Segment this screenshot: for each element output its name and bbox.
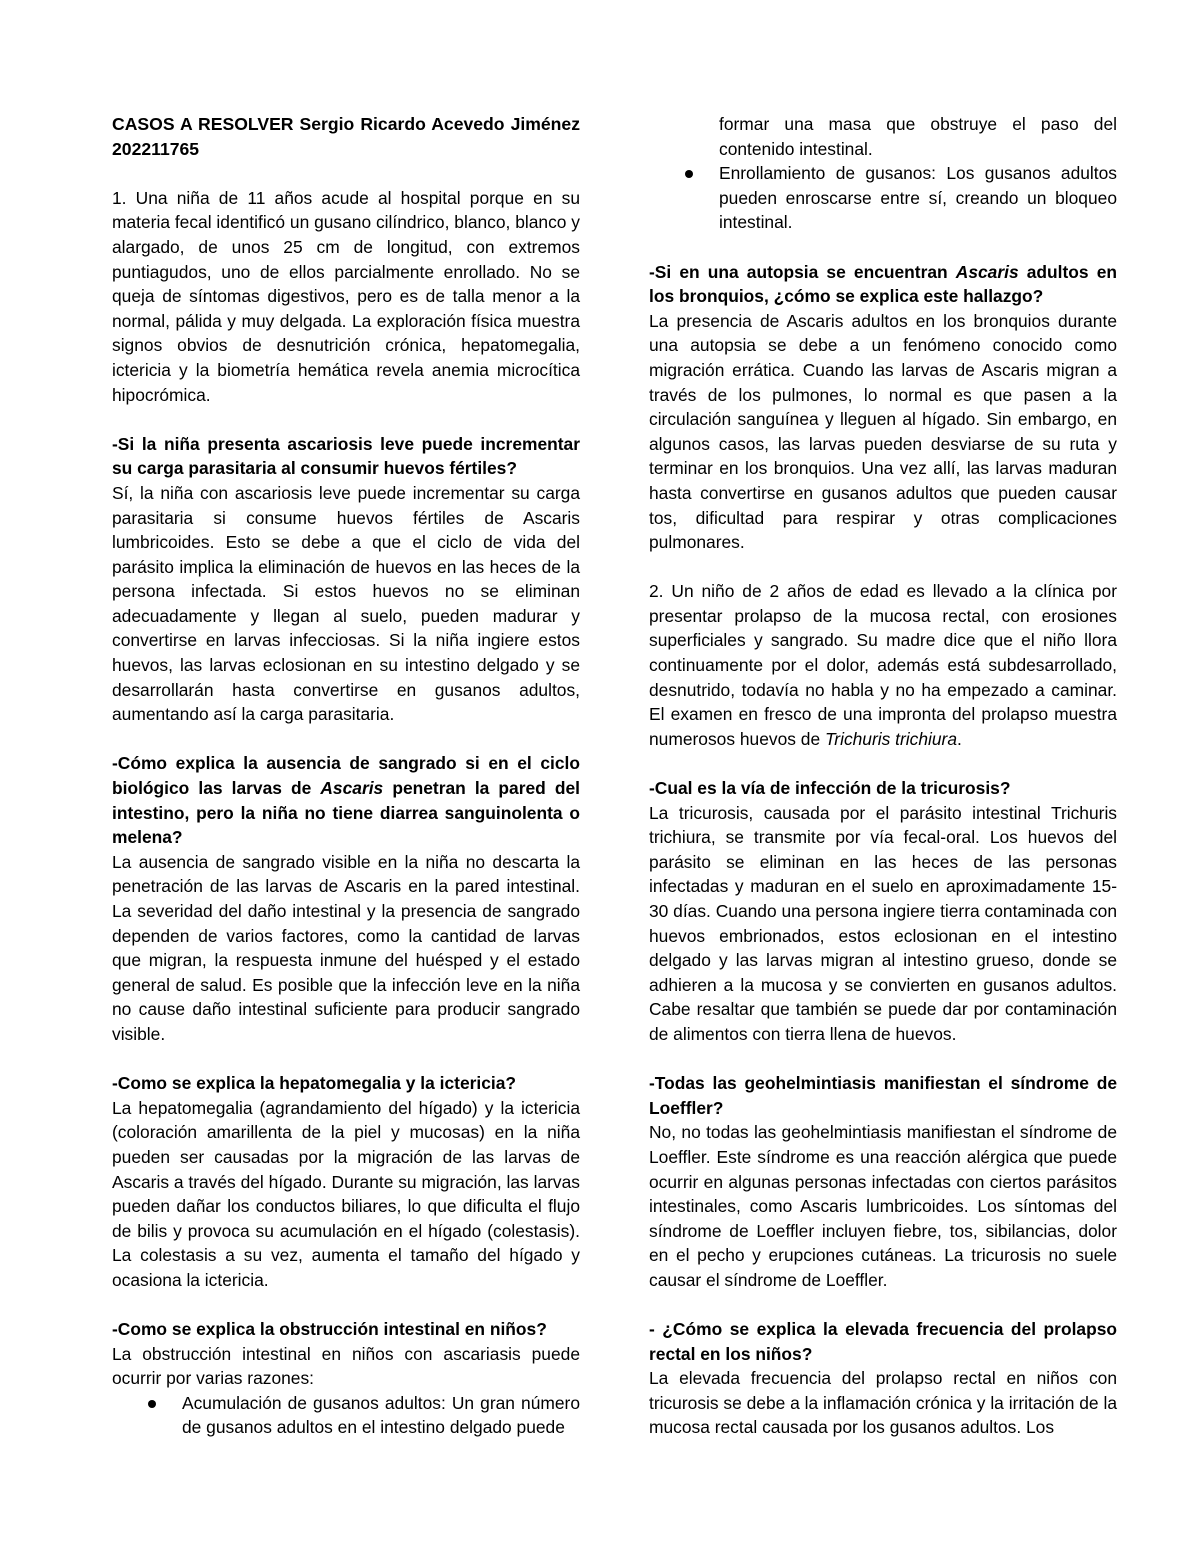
answer-1: Sí, la niña con ascariosis leve puede incrementar su carga parasitaria si consume huevos fértiles de Ascaris lumbricoides. Esto se debe a que el ciclo de vida del parásito implica la eliminación de huevos en las heces de la persona infectada. Si estos huevos no se eliminan adecuadamente y llegan al suelo, pueden madurar y convertirse en larvas infecciosas. Si la niña ingiere estos huevos, las larvas eclosionan en su intestino delgado y se desarrollarán hasta convertirse en gusanos adultos, aumentando así la carga parasitaria.: [112, 482, 580, 725]
answer-6: La tricurosis, causada por el parásito intestinal Trichuris trichiura, se transmite por vía fecal-oral. Los huevos del parásito se eliminan en las heces de las personas infectadas y maduran en el suelo en aproximadamente 15-30 días. Cuando una persona ingiere tierra contaminada con huevos embrionados, estos eclosionan en el intestino delgado y las larvas migran al intestino grueso, donde se adhieren a la mucosa y se convierten en gusanos adultos. Cabe resaltar que también se puede dar por contaminación de alimentos con tierra llena de huevos.: [649, 802, 1117, 1044]
case-2-description: 2. Un niño de 2 años de edad es llevado a la clínica por presentar prolapso de la mucosa rectal, con erosiones superficiales y sangrado. Su madre dice que el niño llora continuamente por el dolor, además está subdesarrollado, desnutrido, todavía no habla y no ha empezado a caminar. El examen en fresco de una impronta del prolapso muestra numerosos huevos de Trichuris trichiura.: [649, 581, 1117, 749]
answer-7: No, no todas las geohelmintiasis manifiestan el síndrome de Loeffler. Este síndrome es una reacción alérgica que puede ocurrir en algunas personas infectadas con ciertos parásitos intestinales, como Ascaris lumbricoides. Los síntomas del síndrome de Loeffler incluyen fiebre, tos, sibilancias, dolor en el pecho y erupciones cutáneas. La tricurosis no suele causar el síndrome de Loeffler.: [649, 1122, 1117, 1290]
left-column: [112, 112, 580, 1440]
case-1-description: 1. Una niña de 11 años acude al hospital porque en su materia fecal identificó un gusano cilíndrico, blanco, blanco y alargado, de unos 25 cm de longitud, con extremos puntiagudos, uno de ellos parcialmente enrollado. No se queja de síntomas digestivos, pero es de talla menor a la normal, pálida y muy delgada. La exploración física muestra signos obvios de desnutrición crónica, hepatomegalia, ictericia y la biometría hemática revela anemia microcítica hipocrómica.: [112, 187, 580, 405]
obstruction-causes-list-continued: [649, 112, 1117, 235]
answer-3: La hepatomegalia (agrandamiento del hígado) y la ictericia (coloración amarillenta de la piel y mucosas) en la niña pueden ser causadas por la migración de las larvas de Ascaris a través del hígado. Durante su migración, las larvas pueden dañar los conductos biliares, lo que dificulta el flujo de bilis y provoca su acumulación en el hígado (colestasis). La colestasis a su vez, aumenta el tamaño del hígado y ocasiona la ictericia.: [112, 1097, 580, 1290]
answer-5: La presencia de Ascaris adultos en los bronquios durante una autopsia se debe a un fenómeno conocido como migración errática. Cuando las larvas de Ascaris migran a través de los pulmones, lo normal es que pasen a la circulación sanguínea y lleguen al hígado. Sin embargo, en algunos casos, las larvas pueden desviarse de su ruta y terminar en los bronquios. Una vez allí, las larvas maduran hasta convertirse en gusanos adultos que pueden causar tos, dificultad para respirar y otras complicaciones pulmonares.: [649, 310, 1117, 553]
question-1: -Si la niña presenta ascariosis leve puede incrementar su carga parasitaria al consumir huevos fértiles?: [112, 433, 580, 479]
italic-term: Ascaris: [955, 261, 1019, 282]
list-item: Acumulación de gusanos adultos: Un gran número de gusanos adultos en el intestino delgado puede: [112, 1391, 580, 1440]
answer-8: La elevada frecuencia del prolapso rectal en niños con tricurosis se debe a la inflamación crónica y la irritación de la mucosa rectal causada por los gusanos adultos. Los: [649, 1368, 1117, 1438]
right-column: [649, 112, 1117, 1440]
list-item-continued: formar una masa que obstruye el paso del contenido intestinal.: [719, 114, 1117, 159]
question-6: -Cual es la vía de infección de la tricurosis?: [649, 778, 1011, 799]
question-2: -Cómo explica la ausencia de sangrado si en el ciclo biológico las larvas de Ascaris penetran la pared del intestino, pero la niña no tiene diarrea sanguinolenta o melena?: [112, 753, 580, 848]
question-4: -Como se explica la obstrucción intestinal en niños?: [112, 1319, 547, 1340]
answer-2: La ausencia de sangrado visible en la niña no descarta la penetración de las larvas de Ascaris en la pared intestinal. La severidad del daño intestinal y la presencia de sangrado dependen de varios factores, como la cantidad de larvas que migran, la respuesta inmune del huésped y el estado general de salud. Es posible que la infección leve en la niña no cause daño intestinal suficiente para producir sangrado visible.: [112, 851, 580, 1044]
question-7: -Todas las geohelmintiasis manifiestan el síndrome de Loeffler?: [649, 1073, 1117, 1118]
italic-term: Trichuris trichiura: [824, 728, 958, 749]
answer-4: La obstrucción intestinal en niños con ascariasis puede ocurrir por varias razones:: [112, 1343, 580, 1389]
question-8: - ¿Cómo se explica la elevada frecuencia del prolapso rectal en los niños?: [649, 1319, 1117, 1364]
question-3: -Como se explica la hepatomegalia y la ictericia?: [112, 1073, 517, 1094]
obstruction-causes-list: [112, 1391, 580, 1440]
italic-term: Ascaris: [320, 778, 384, 799]
list-item: Enrollamiento de gusanos: Los gusanos adultos pueden enroscarse entre sí, creando un bloqueo intestinal.: [649, 161, 1117, 235]
document-title: CASOS A RESOLVER Sergio Ricardo Acevedo Jiménez 202211765: [112, 114, 580, 159]
question-5: -Si en una autopsia se encuentran Ascaris adultos en los bronquios, ¿cómo se explica este hallazgo?: [649, 261, 1118, 307]
